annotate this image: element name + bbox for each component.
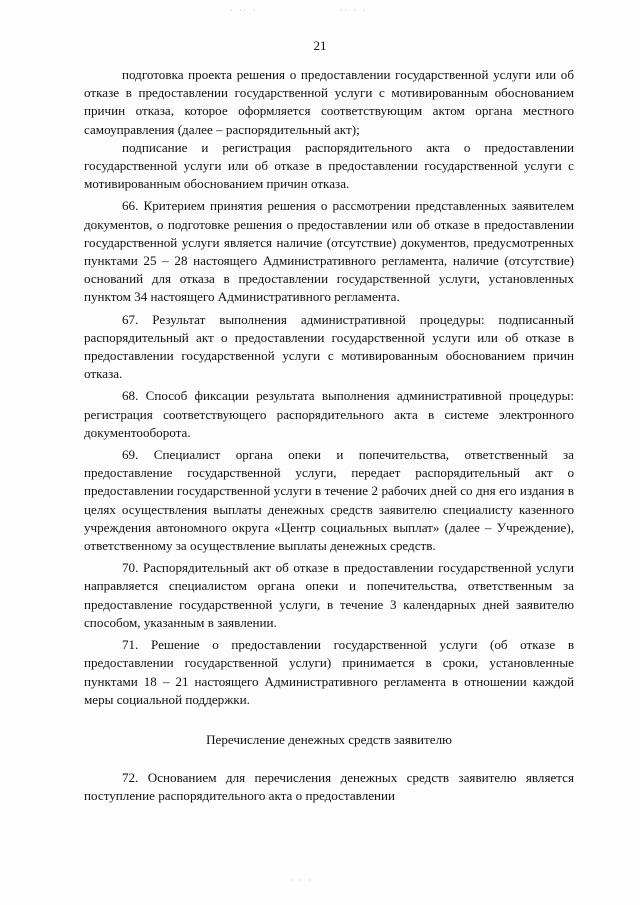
paragraph: 67. Результат выполнения административной процедуры: подписанный распорядительный акт о предоставлении государственной услуги или об отказе в предоставлении государственной услуги с мотивированным обоснованием причин отказа. [84, 311, 574, 382]
section-heading: Перечисление денежных средств заявителю [206, 731, 452, 747]
paragraph: 70. Распорядительный акт об отказе в предоставлении государственной услуги направляется специалистом органа опеки и попечительства, ответственным за предоставление государственной услуги, в течение 3 календарных дней заявителю способом, указанным в заявлении. [84, 560, 574, 630]
paragraph: подписание и регистрация распорядительного акта о предоставлении государственной услуги или об отказе в предоставлении государственной услуги с мотивированным обоснованием причин отказа. [84, 139, 574, 192]
paragraph: 66. Критерием принятия решения о рассмотрении представленных заявителем документов, о подготовке решения о предоставлении или об отказе в предоставлении государственной услуги является наличие (отсутствие) документов, предусмотренных пунктами 25 – 28 настоящего Административного регламента, наличие (отсутствие) оснований для отказа в предоставлении государственной услуги, установленных пунктом 34 настоящего Административного регламента. [84, 198, 574, 305]
paragraph: 69. Специалист органа опеки и попечительства, ответственный за предоставление государственной услуги, передает распорядительный акт о предоставлении государственной услуги в течение 2 рабочих дней со дня его издания в целях осуществления выплаты денежных средств заявителю специалисту казенного учреждения автономного округа «Центр социальных выплат» (далее – Учреждение), ответственному за осуществление выплаты денежных средств. [84, 447, 574, 554]
scan-artifact: · · · [290, 876, 313, 885]
paragraph: 68. Способ фиксации результата выполнения административной процедуры: регистрация соответствующего распорядительного акта в системе электронного документооборота. [84, 388, 574, 440]
page-number: 21 [313, 38, 327, 53]
scan-artifact: · ·· · [230, 6, 258, 15]
paragraph: 71. Решение о предоставлении государственной услуги (об отказе в предоставлении государственной услуги) принимается в сроки, установленные пунктами 18 – 21 настоящего Административного регламента в отношении каждой меры социальной поддержки. [84, 637, 574, 707]
paragraph: подготовка проекта решения о предоставлении государственной услуги или об отказе в предоставлении государственной услуги с мотивированным обоснованием причин отказа, которое оформляется соответствующим актом органа местного самоуправления (далее – распорядительный акт); [84, 67, 574, 137]
scan-artifact: ·· · · [340, 6, 368, 15]
document-body [84, 66, 574, 806]
paragraph: 72. Основанием для перечисления денежных средств заявителю является поступление распорядительного акта о предоставлении [84, 770, 574, 804]
